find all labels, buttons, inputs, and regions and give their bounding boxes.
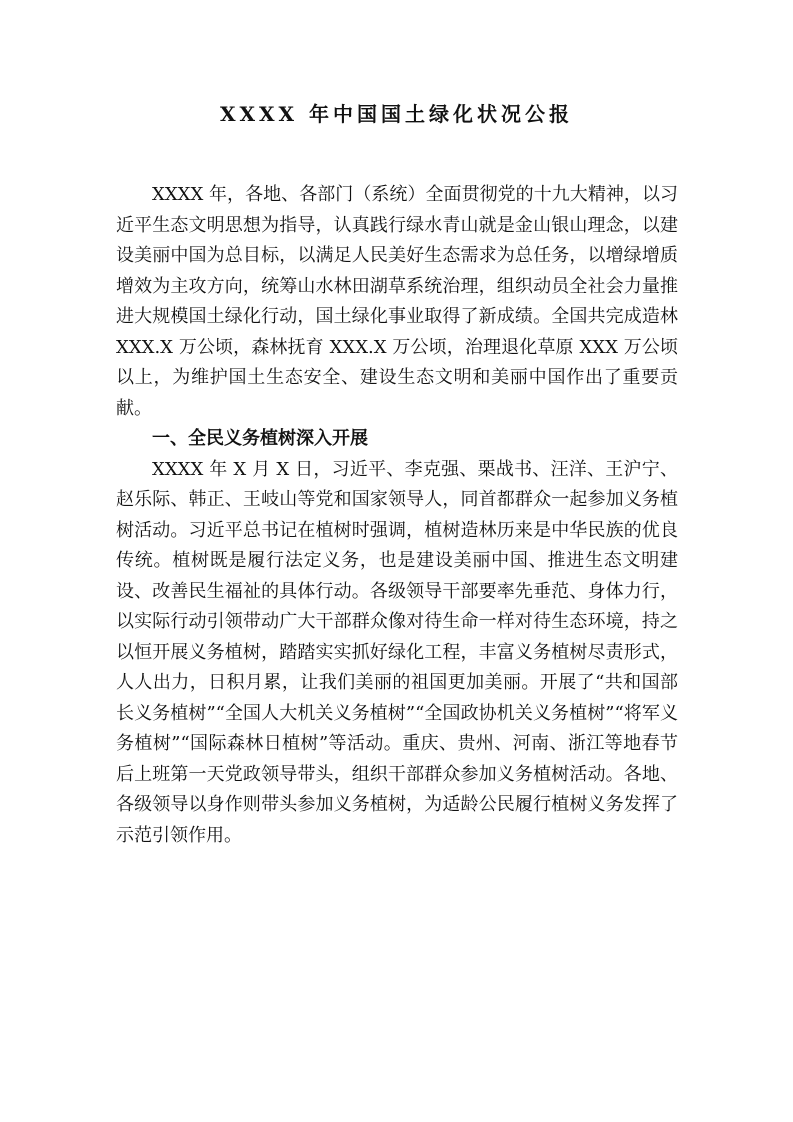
intro-paragraph: XXXX 年，各地、各部门（系统）全面贯彻党的十九大精神，以习近平生态文明思想为指导，认真践行绿水青山就是金山银山理念，以建设美丽中国为总目标，以满足人民美好生态需求为总任务，以增绿增质增效为主攻方向，统筹山水林田湖草系统治理，组织动员全社会力量推进大规模国土绿化行动，国土绿化事业取得了新成绩。全国共完成造林 XXX.X 万公顷，森林抚育 XXX.X 万公顷，治理退化草原 XXX 万公顷以上，为维护国土生态安全、建设生态文明和美丽中国作出了重要贡献。	[116, 184, 678, 419]
section-paragraph: XXXX 年 X 月 X 日，习近平、李克强、栗战书、汪洋、王沪宁、赵乐际、韩正、王岐山等党和国家领导人，同首都群众一起参加义务植树活动。习近平总书记在植树时强调，植树造林历来是中华民族的优良传统。植树既是履行法定义务，也是建设美丽中国、推进生态文明建设、改善民生福祉的具体行动。各级领导干部要率先垂范、身体力行，以实际行动引领带动广大干部群众像对待生命一样对待生态环境，持之以恒开展义务植树，踏踏实实抓好绿化工程，丰富义务植树尽责形式，人人出力，日积月累，让我们美丽的祖国更加美丽。开展了“共和国部长义务植树”“全国人大机关义务植树”“全国政协机关义务植树”“将军义务植树”“国际森林日植树”等活动。重庆、贵州、河南、浙江等地春节后上班第一天党政领导带头，组织干部群众参加义务植树活动。各地、各级领导以身作则带头参加义务植树，为适龄公民履行植树义务发挥了示范引领作用。	[116, 458, 678, 846]
document-title: XXXX 年中国国土绿化状况公报	[219, 102, 574, 126]
section-heading: 一、全民义务植树深入开展	[152, 428, 368, 449]
document-body	[116, 180, 678, 851]
